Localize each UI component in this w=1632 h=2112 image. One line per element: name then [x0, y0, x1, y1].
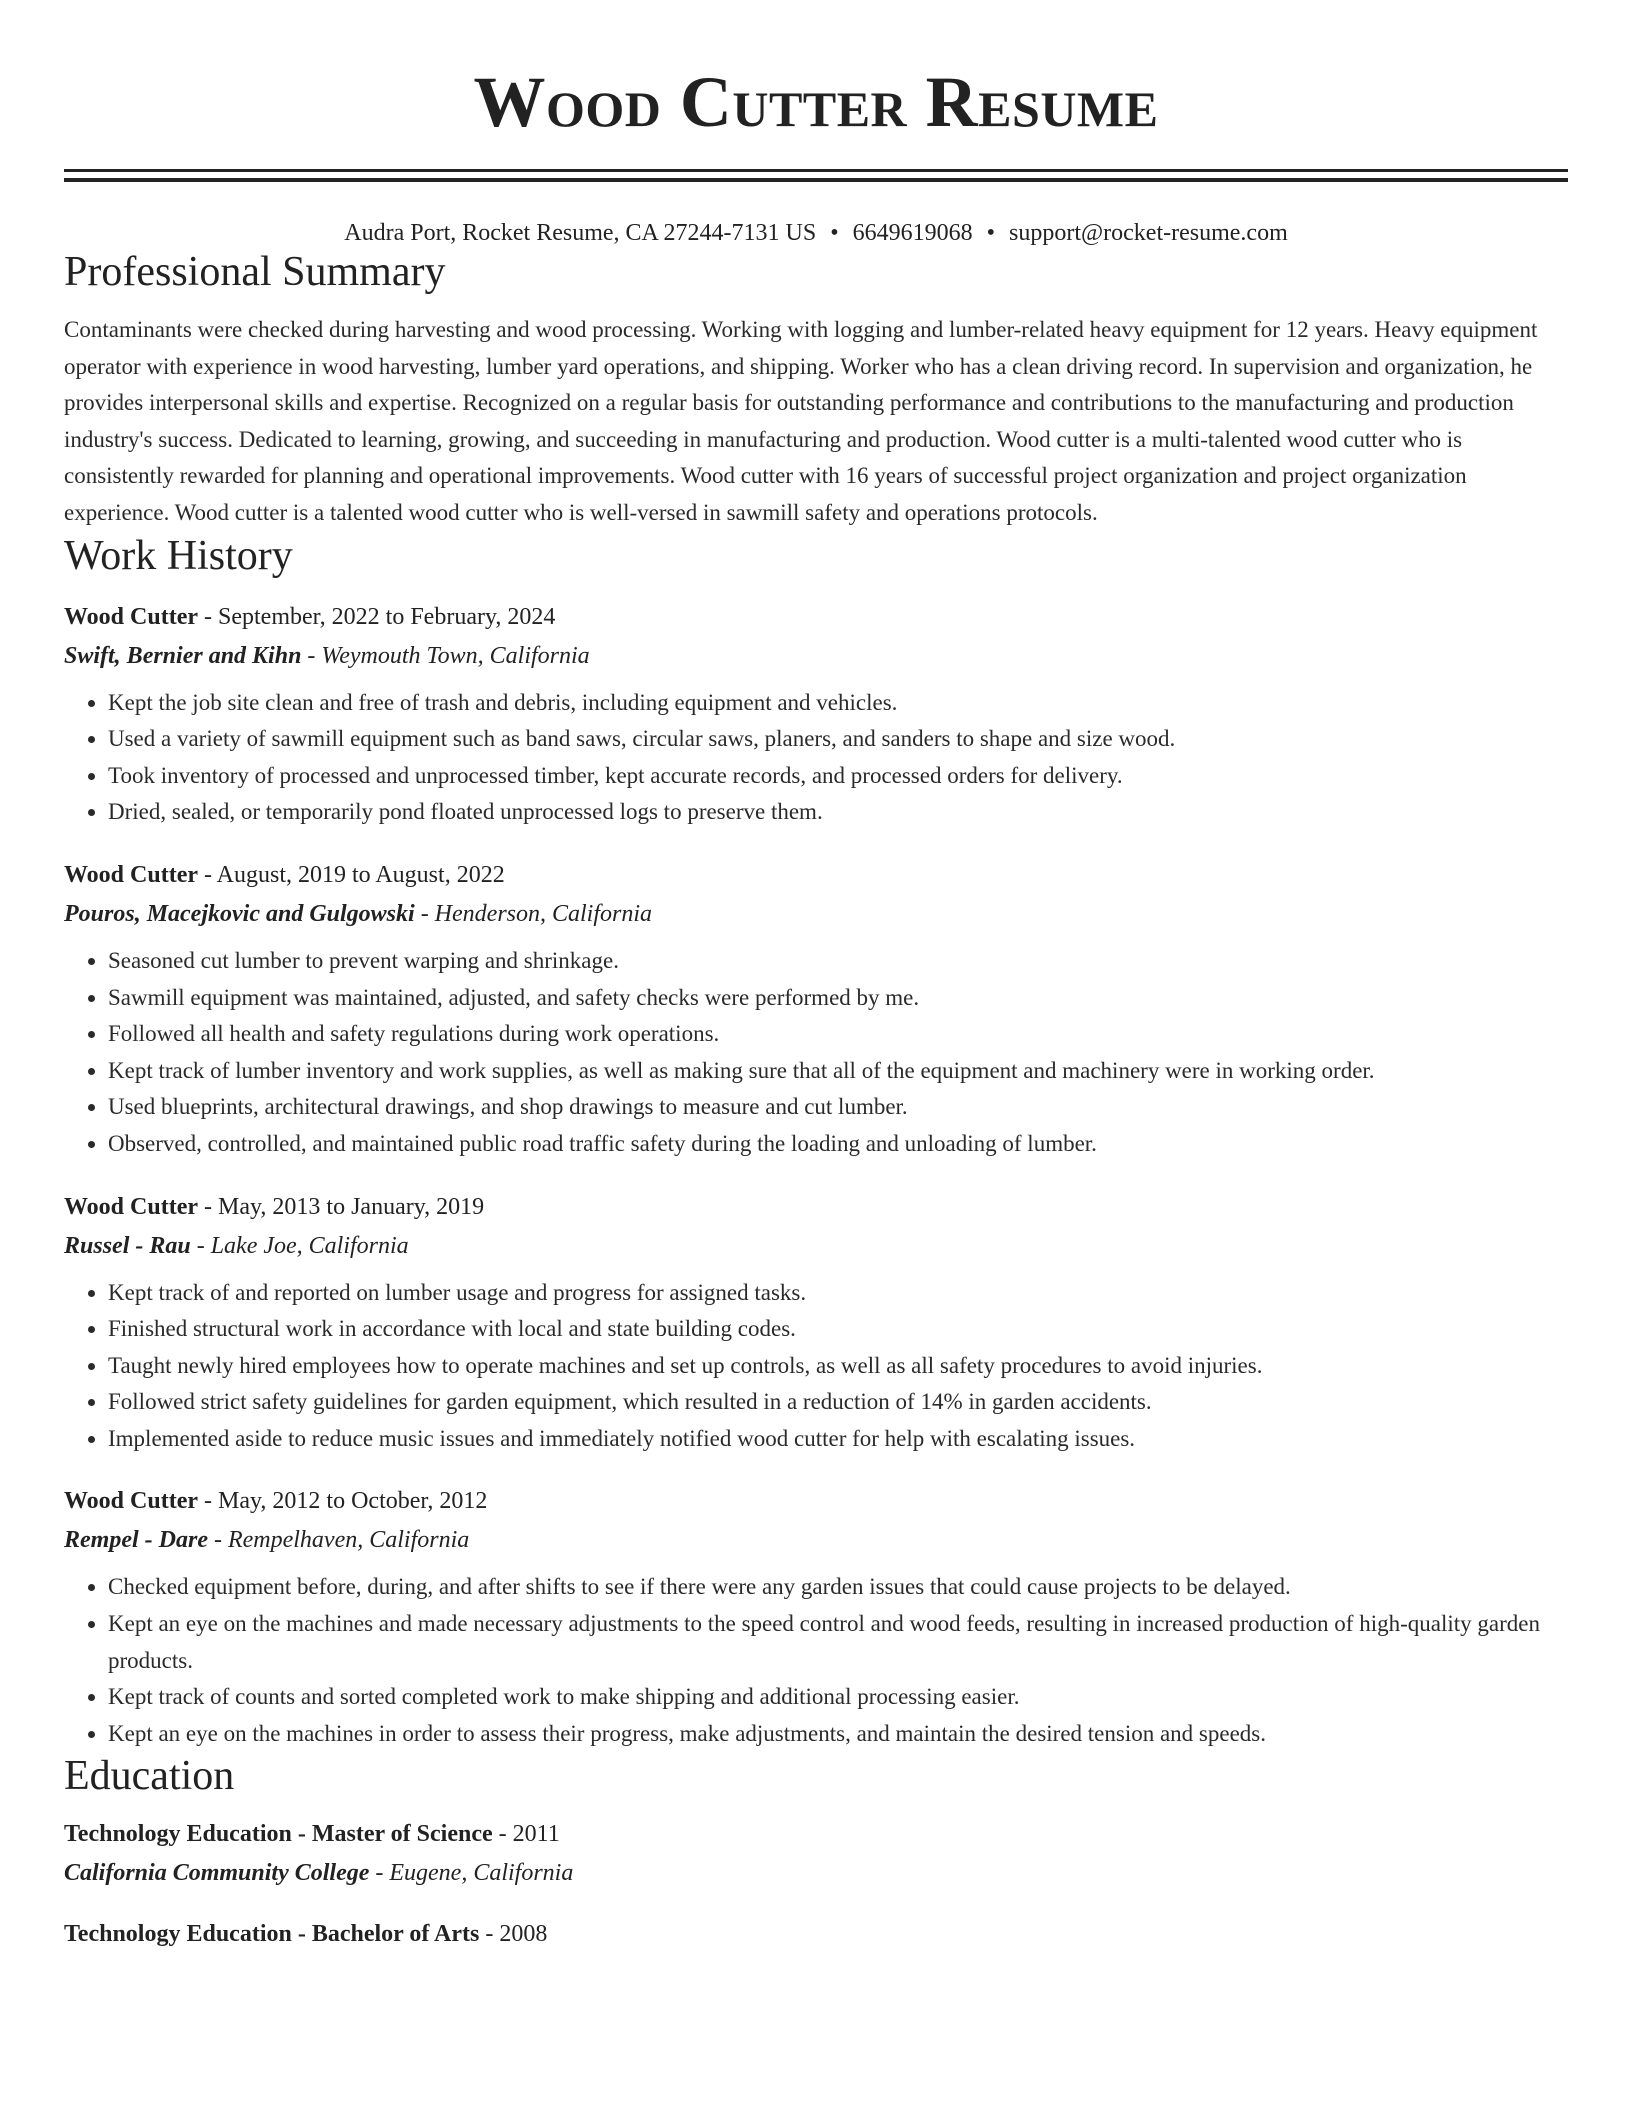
job-dates: - May, 2013 to January, 2019: [198, 1193, 485, 1220]
company-location: - Weymouth Town, California: [301, 642, 590, 669]
list-item: • Kept an eye on the machines in order to assess their progress, make adjustments, and maintain the desired tension and speeds.: [108, 1716, 1568, 1753]
title-divider-bottom: [64, 178, 1568, 182]
list-item: • Kept track of lumber inventory and work supplies, as well as making sure that all of the equipment and machinery were in working order.: [108, 1053, 1568, 1090]
job-title-line: [64, 1187, 1568, 1227]
list-item: • Finished structural work in accordance with local and state building codes.: [108, 1311, 1568, 1348]
company-location: - Henderson, California: [414, 900, 653, 927]
job-dates: - September, 2022 to February, 2024: [198, 603, 556, 630]
degree: Technology Education - Bachelor of Arts: [64, 1921, 480, 1948]
company-location: - Lake Joe, California: [190, 1232, 409, 1259]
job-entry: [64, 855, 1568, 1163]
school-location: - Eugene, California: [369, 1860, 574, 1887]
job-bullets: [64, 685, 1568, 831]
job-dates: - August, 2019 to August, 2022: [198, 861, 505, 888]
degree-line: [64, 1814, 1568, 1854]
list-item: • Took inventory of processed and unprocessed timber, kept accurate records, and processed orders for delivery.: [108, 758, 1568, 795]
school-line: [64, 1854, 1568, 1892]
work-history-heading: Work History: [64, 532, 293, 579]
job-bullets: [64, 943, 1568, 1163]
degree-line: [64, 1914, 1568, 1954]
list-item: • Followed all health and safety regulations during work operations.: [108, 1016, 1568, 1053]
company-line: [64, 637, 1568, 675]
job-title-line: [64, 855, 1568, 895]
list-item: • Observed, controlled, and maintained public road traffic safety during the loading and unloading of lumber.: [108, 1126, 1568, 1163]
list-item: • Taught newly hired employees how to operate machines and set up controls, as well as all safety procedures to avoid injuries.: [108, 1348, 1568, 1385]
company-name: Pouros, Macejkovic and Gulgowski: [64, 900, 415, 927]
list-item: • Dried, sealed, or temporarily pond floated unprocessed logs to preserve them.: [108, 794, 1568, 831]
job-dates: - May, 2012 to October, 2012: [198, 1488, 488, 1515]
resume-title: Wood Cutter Resume: [473, 62, 1159, 142]
job-bullets: [64, 1569, 1568, 1752]
job-title: Wood Cutter: [64, 861, 198, 888]
summary-text: Contaminants were checked during harvesting and wood processing. Working with logging and lumber-related heavy equipment for 12 years. Heavy equipment operator with experience in wood harvesting, lumber yard operations, and shipping. Worker who has a clean driving record. In supervision and organization, he provides interpersonal skills and expertise. Recognized on a regular basis for outstanding performance and contributions to the manufacturing and production industry's success. Dedicated to learning, growing, and succeeding in manufacturing and production. Wood cutter is a multi-talented wood cutter who is consistently rewarded for planning and operational improvements. Wood cutter with 16 years of successful project organization and project organization experience. Wood cutter is a talented wood cutter who is well-versed in sawmill safety and operations protocols.: [64, 317, 1538, 525]
list-item: • Kept track of counts and sorted completed work to make shipping and additional processing easier.: [108, 1679, 1568, 1716]
list-item: • Sawmill equipment was maintained, adjusted, and safety checks were performed by me.: [108, 980, 1568, 1017]
degree-year: - 2008: [479, 1921, 548, 1948]
summary-heading: Professional Summary: [64, 249, 446, 295]
job-title: Wood Cutter: [64, 603, 198, 630]
job-title-line: [64, 1481, 1568, 1521]
contact-line: [64, 218, 1568, 248]
school-name: California Community College: [64, 1860, 370, 1887]
list-item: • Used blueprints, architectural drawings, and shop drawings to measure and cut lumber.: [108, 1089, 1568, 1126]
list-item: • Kept track of and reported on lumber usage and progress for assigned tasks.: [108, 1275, 1568, 1312]
company-line: [64, 1521, 1568, 1559]
company-name: Russel - Rau: [64, 1232, 191, 1259]
list-item: • Used a variety of sawmill equipment such as band saws, circular saws, planers, and sanders to shape and size wood.: [108, 721, 1568, 758]
list-item: • Kept an eye on the machines and made necessary adjustments to the speed control and wood feeds, resulting in increased production of high-quality garden products.: [108, 1606, 1568, 1679]
list-item: • Followed strict safety guidelines for garden equipment, which resulted in a reduction of 14% in garden accidents.: [108, 1384, 1568, 1421]
company-line: [64, 895, 1568, 933]
contact-email: support@rocket-resume.com: [1009, 220, 1288, 246]
job-title-line: [64, 597, 1568, 637]
job-entry: [64, 597, 1568, 831]
job-entry: [64, 1187, 1568, 1458]
resume-page: [64, 0, 1568, 1954]
company-name: Rempel - Dare: [64, 1527, 208, 1554]
list-item: • Implemented aside to reduce music issues and immediately notified wood cutter for help with escalating issues.: [108, 1421, 1568, 1458]
contact-address: Audra Port, Rocket Resume, CA 27244-7131 US: [344, 220, 817, 246]
job-title: Wood Cutter: [64, 1488, 198, 1515]
company-line: [64, 1227, 1568, 1265]
job-entry: [64, 1481, 1568, 1752]
degree-year: - 2011: [492, 1821, 560, 1848]
job-title: Wood Cutter: [64, 1193, 198, 1220]
job-bullets: [64, 1275, 1568, 1458]
title-divider-top: [64, 169, 1568, 172]
contact-phone: 6649619068: [852, 220, 973, 246]
list-item: • Checked equipment before, during, and after shifts to see if there were any garden issues that could cause projects to be delayed.: [108, 1569, 1568, 1606]
contact-separator: •: [986, 220, 996, 246]
education-entry: [64, 1914, 1568, 1954]
education-heading: Education: [64, 1753, 235, 1800]
company-location: - Rempelhaven, California: [207, 1527, 470, 1554]
company-name: Swift, Bernier and Kihn: [64, 642, 302, 669]
degree: Technology Education - Master of Science: [64, 1821, 493, 1848]
list-item: • Kept the job site clean and free of trash and debris, including equipment and vehicles.: [108, 685, 1568, 722]
contact-separator: •: [830, 220, 839, 246]
education-entry: [64, 1814, 1568, 1892]
list-item: • Seasoned cut lumber to prevent warping and shrinkage.: [108, 943, 1568, 980]
